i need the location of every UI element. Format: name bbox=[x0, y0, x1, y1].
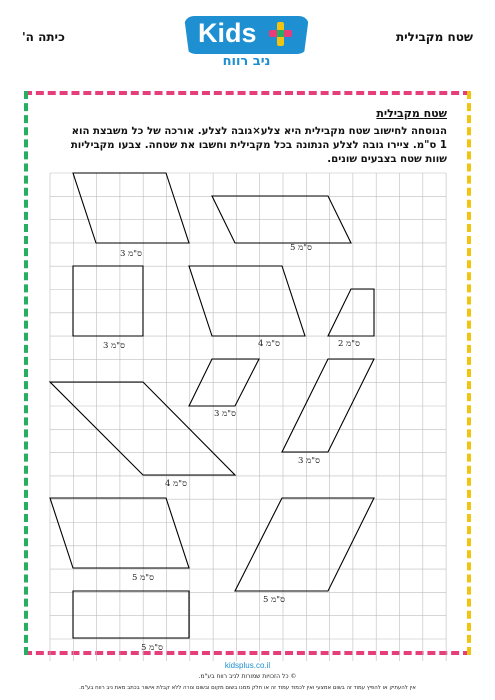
shape-label-6: 3 ס"מ bbox=[214, 409, 236, 419]
parallelogram-1[interactable] bbox=[73, 173, 189, 243]
logo-word: Kids bbox=[198, 18, 257, 48]
footer-copyright: © כל הזכויות שמורות לניב רווח בע"מ. bbox=[198, 673, 297, 680]
shape-label-8: 4 ס"מ bbox=[165, 479, 187, 489]
shape-label-5: 2 ס"מ bbox=[338, 339, 360, 349]
shape-label-7: 3 ס"מ bbox=[298, 456, 320, 466]
logo-subtitle: ניב רווח bbox=[222, 54, 271, 69]
grid-lines bbox=[50, 173, 446, 661]
shape-label-11: 5 ס"מ bbox=[141, 643, 163, 653]
parallelogram-9[interactable] bbox=[50, 498, 189, 568]
instruction-line-1: הנוסחה לחישוב שטח מקבילית היא צלע×גובה לצלע. אורכה של כל משבצת הוא bbox=[71, 126, 447, 137]
shape-label-1: 3 ס"מ bbox=[120, 249, 142, 259]
grade-label: כיתה ה' bbox=[22, 30, 65, 44]
shape-label-2: 5 ס"מ bbox=[290, 243, 312, 253]
footer-url-link[interactable]: kidsplus.co.il bbox=[224, 661, 271, 670]
section-title: שטח מקבילית bbox=[376, 107, 447, 120]
shape-label-4: 4 ס"מ bbox=[258, 339, 280, 349]
instruction-line-3: שוות שטח בצבעים שונים. bbox=[327, 154, 447, 165]
shape-label-9: 5 ס"מ bbox=[132, 573, 154, 583]
instruction-line-2: 1 ס"מ. ציירו גובה לצלע הנתונה בכל מקבילית וחשבו את שטחה. צבעו מקביליות bbox=[70, 140, 447, 151]
footer-legal-notice: אין להעתיק או להפיץ עמוד זה בשום אמצעי ואין לכמוד עמוד זה או חלק ממנו בשום מקום ובשום צורה ללא קבלת אישור בכתב מאת ניב רווח בע"מ. bbox=[79, 685, 416, 691]
shape-label-10: 5 ס"מ bbox=[263, 595, 285, 605]
shape-label-3: 3 ס"מ bbox=[103, 341, 125, 351]
square-3[interactable] bbox=[73, 266, 143, 336]
parallelogram-4[interactable] bbox=[189, 266, 305, 336]
worksheet-title: שטח מקבילית bbox=[395, 30, 473, 44]
parallelogram-8[interactable] bbox=[50, 382, 235, 475]
rectangle-11[interactable] bbox=[73, 591, 189, 638]
parallelogram-7[interactable] bbox=[282, 359, 374, 452]
